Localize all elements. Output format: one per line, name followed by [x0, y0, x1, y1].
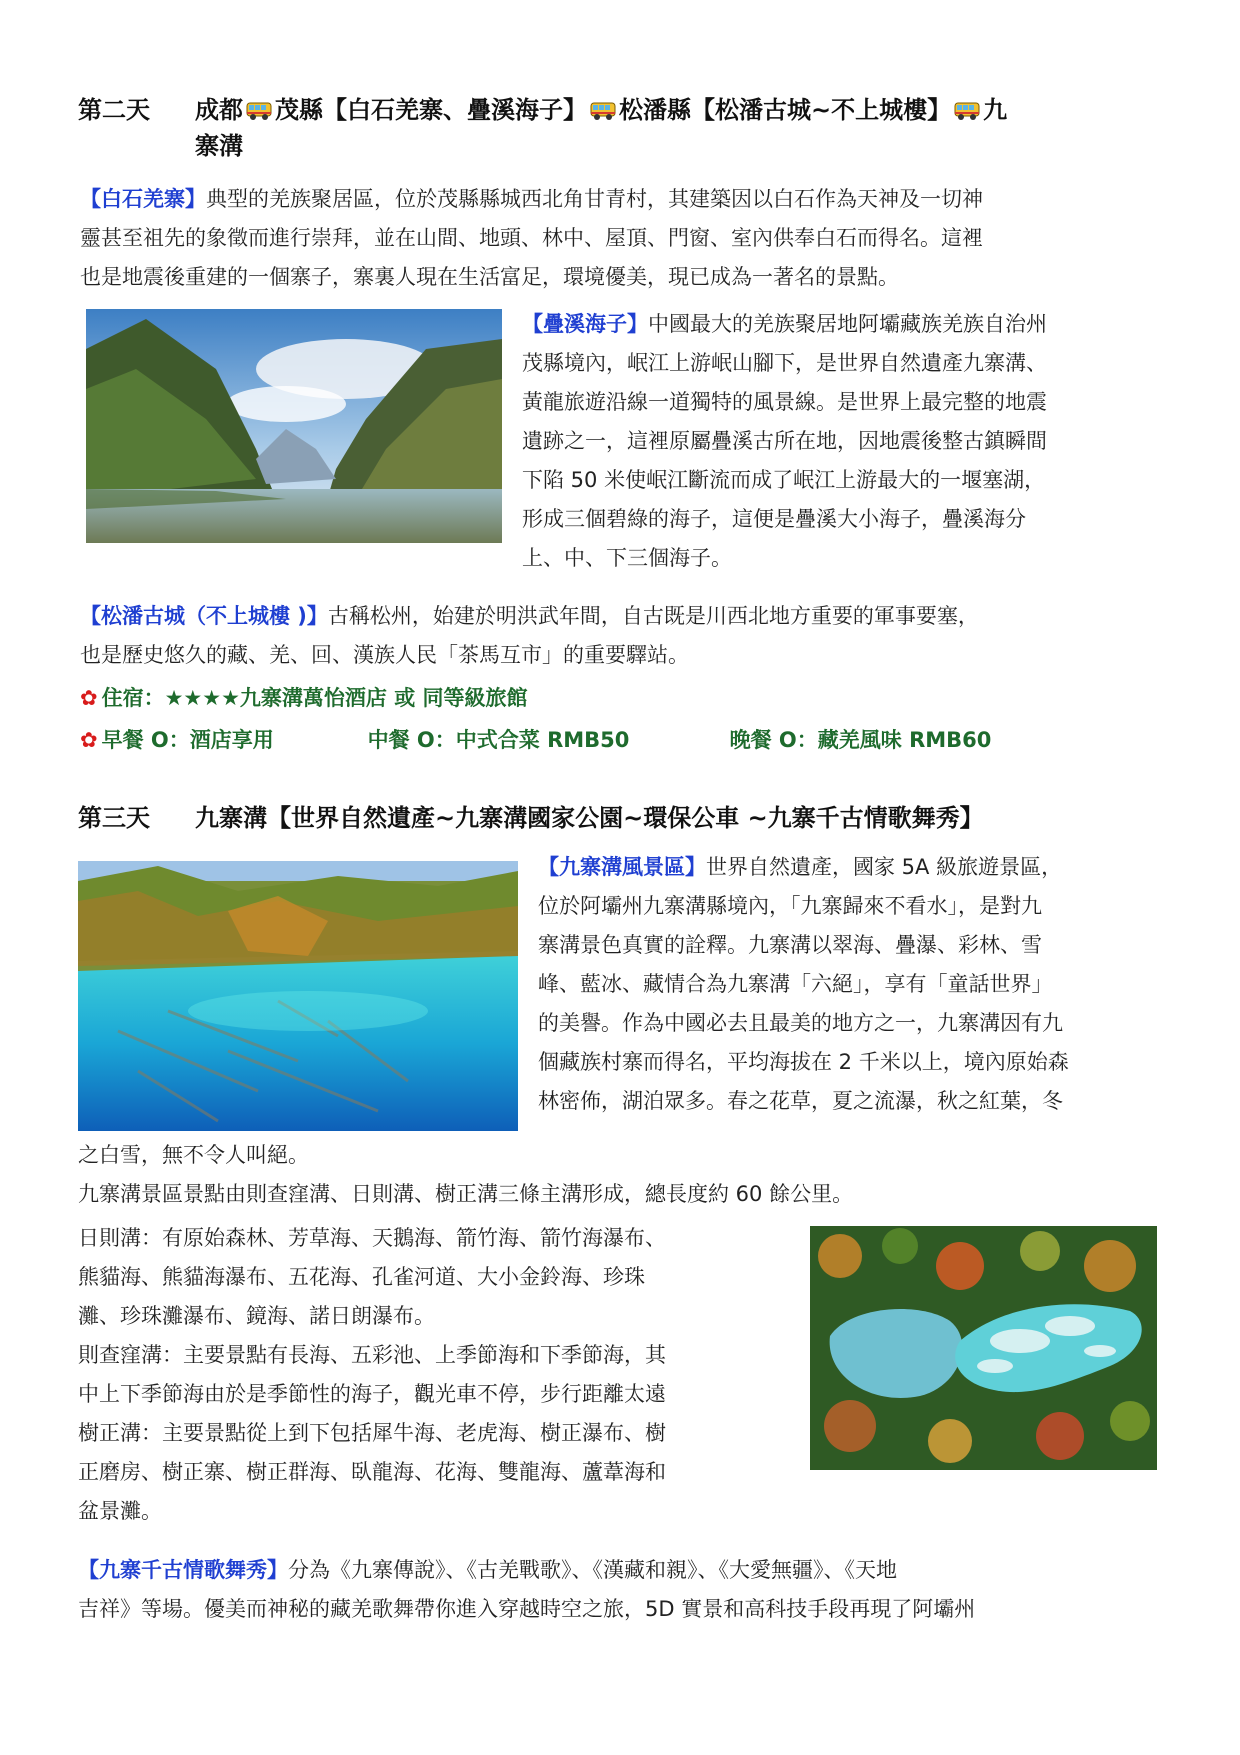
day2-route	[195, 92, 1007, 164]
diexi-line: 上、中、下三個海子。	[522, 546, 732, 570]
shuzheng-line: 正磨房、樹正寨、樹正群海、臥龍海、花海、雙龍海、蘆葦海和	[78, 1460, 666, 1484]
valleys-paragraph	[78, 1219, 798, 1531]
rize-line: 熊貓海、熊貓海瀑布、五花海、孔雀河道、大小金鈴海、珍珠	[78, 1265, 645, 1289]
scenic-line: 世界自然遺產，國家 5A 級旅遊景區，	[706, 855, 1063, 879]
scenic-line: 峰、藍冰、藏情合為九寨溝「六絕」，享有「童話世界」	[538, 972, 1053, 996]
baishi-line: 也是地震後重建的一個寨子，寨裏人現在生活富足，環境優美，現已成為一著名的景點。	[80, 265, 899, 289]
hotel-line	[80, 678, 528, 718]
route-maoxian: 茂縣【白石羌寨、疊溪海子】	[275, 96, 587, 124]
route-songpan: 松潘縣【松潘古城~不上城樓】	[619, 96, 952, 124]
songpan-line: 古稱松州，始建於明洪武年間，自古既是川西北地方重要的軍事要塞，	[327, 604, 979, 628]
diexi-paragraph	[522, 305, 1162, 578]
diexi-line: 中國最大的羌族聚居地阿壩藏族羌族自治州	[648, 312, 1047, 336]
diexi-line: 形成三個碧綠的海子，這便是疊溪大小海子，疊溪海分	[522, 507, 1026, 531]
shuzheng-line: 樹正溝：主要景點從上到下包括犀牛海、老虎海、樹正瀑布、樹	[78, 1421, 666, 1445]
zecha-line: 則查窪溝：主要景點有長海、五彩池、上季節海和下季節海，其	[78, 1343, 666, 1367]
baishi-line: 典型的羌族聚居區，位於茂縣縣城西北角甘青村，其建築因以白石作為天神及一切神	[206, 187, 983, 211]
scenic-tail	[78, 1136, 1178, 1214]
aerial-pools-image	[810, 1226, 1157, 1470]
scenic-title: 【九寨溝風景區】	[538, 855, 706, 879]
route-jiuzhai-a: 九	[983, 96, 1008, 124]
day2-label: 第二天	[78, 96, 150, 124]
baishi-paragraph	[80, 180, 1180, 297]
jiuzhai-lake-image	[78, 861, 518, 1131]
diexi-lake-image	[86, 309, 502, 543]
songpan-title: 【松潘古城（不上城樓 )】	[80, 604, 328, 628]
songpan-line: 也是歷史悠久的藏、羌、回、漢族人民「茶馬互市」的重要驛站。	[80, 643, 689, 667]
bus-icon	[953, 96, 981, 116]
songpan-paragraph	[80, 597, 1180, 675]
diexi-line: 茂縣境內，岷江上游岷山腳下，是世界自然遺產九寨溝、	[522, 351, 1047, 375]
scenic-line: 林密佈，湖泊眾多。春之花草，夏之流瀑，秋之紅葉，冬	[538, 1089, 1063, 1113]
bus-icon	[245, 96, 273, 116]
hotel-text: 住宿：★★★★九寨溝萬怡酒店 或 同等級旅館	[101, 686, 528, 710]
scenic-line: 寨溝景色真實的詮釋。九寨溝以翠海、疊瀑、彩林、雪	[538, 933, 1042, 957]
breakfast-text: 早餐 O：酒店享用	[101, 728, 274, 752]
lunch-text: 中餐 O：中式合菜 RMB50	[367, 728, 630, 752]
scenic-line: 個藏族村寨而得名，平均海拔在 2 千米以上，境內原始森	[538, 1050, 1069, 1074]
baishi-line: 靈甚至祖先的象徵而進行崇拜，並在山間、地頭、林中、屋頂、門窗、室內供奉白石而得名。這裡	[80, 226, 983, 250]
show-line: 吉祥》等場。優美而神秘的藏羌歌舞帶你進入穿越時空之旅，5D 實景和高科技手段再現了阿壩州	[78, 1597, 976, 1621]
day3-heading	[78, 800, 984, 836]
rize-line: 日則溝：有原始森林、芳草海、天鵝海、箭竹海、箭竹海瀑布、	[78, 1226, 666, 1250]
dinner-text: 晚餐 O：藏羌風味 RMB60	[729, 728, 992, 752]
scenic-line: 位於阿壩州九寨溝縣境內，「九寨歸來不看水」，是對九	[538, 894, 1042, 918]
scenic-line: 的美譽。作為中國必去且最美的地方之一，九寨溝因有九	[538, 1011, 1063, 1035]
flower-icon: ✿	[80, 686, 98, 710]
route-chengdu: 成都	[195, 96, 243, 124]
route-jiuzhai-b: 寨溝	[195, 132, 243, 160]
meals-line	[80, 720, 1180, 760]
scenic-line: 之白雪，無不令人叫絕。	[78, 1143, 309, 1167]
show-paragraph	[78, 1551, 1178, 1629]
day2-heading	[78, 92, 1007, 164]
diexi-title: 【疊溪海子】	[522, 312, 648, 336]
scenic-paragraph	[538, 848, 1178, 1121]
day3-label: 第三天	[78, 804, 150, 832]
baishi-title: 【白石羌寨】	[80, 187, 206, 211]
zecha-line: 中上下季節海由於是季節性的海子，觀光車不停，步行距離太遠	[78, 1382, 666, 1406]
diexi-line: 遺跡之一，這裡原屬疊溪古所在地，因地震後整古鎮瞬間	[522, 429, 1047, 453]
diexi-line: 下陷 50 米使岷江斷流而成了岷江上游最大的一堰塞湖，	[522, 468, 1046, 492]
flower-icon: ✿	[80, 728, 98, 752]
bus-icon	[589, 96, 617, 116]
valleys-line: 九寨溝景區景點由則查窪溝、日則溝、樹正溝三條主溝形成，總長度約 60 餘公里。	[78, 1182, 854, 1206]
day3-route: 九寨溝【世界自然遺產~九寨溝國家公園~環保公車 ~九寨千古情歌舞秀】	[195, 804, 984, 832]
shuzheng-line: 盆景灘。	[78, 1499, 162, 1523]
show-title: 【九寨千古情歌舞秀】	[78, 1558, 288, 1582]
diexi-line: 黃龍旅遊沿線一道獨特的風景線。是世界上最完整的地震	[522, 390, 1047, 414]
rize-line: 灘、珍珠灘瀑布、鏡海、諾日朗瀑布。	[78, 1304, 435, 1328]
show-line: 分為《九寨傳說》、《古羌戰歌》、《漢藏和親》、《大愛無疆》、《天地	[288, 1558, 897, 1582]
